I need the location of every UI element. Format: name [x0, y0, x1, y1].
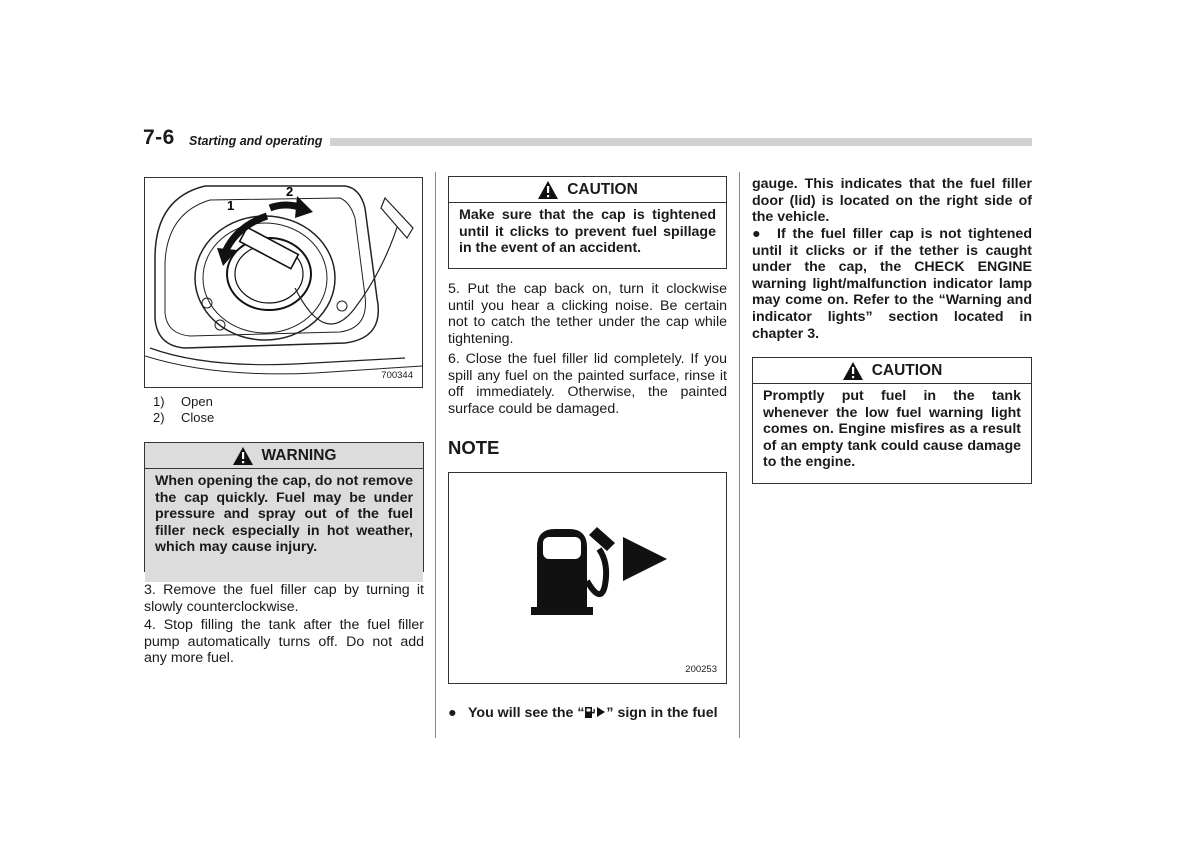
fuel-pump-icon [449, 473, 726, 683]
fuel-cap-illustration [145, 178, 422, 387]
warning-text: When opening the cap, do not remove the cap quickly. Fuel may be under pressure and spray out of the fuel filler neck especially in hot weather, which may cause injury. [145, 469, 423, 582]
caution-header [449, 177, 726, 203]
note-bullet: ● You will see the “ ” sign in the fuel [448, 705, 718, 721]
caution-text: Promptly put fuel in the tank whenever the low fuel warning light comes on. Engine misfires as a result of an empty tank could cause damage to the engine. [763, 388, 1021, 471]
fuel-cap-figure [144, 177, 423, 388]
tether-note: ● If the fuel filler cap is not tightened until it clicks or if the tether is caught under the cap, the CHECK ENGINE warning light/malfunction indicator lamp may come on. Refer to the “Warning and indicator lights” section located in chapter 3. [752, 226, 1032, 342]
fuel-indicator-figure [448, 472, 727, 684]
callout-2: 2 [286, 184, 294, 199]
fuel-pump-icon [584, 705, 596, 719]
arrow-right-icon [596, 706, 606, 718]
column-divider [435, 172, 436, 738]
bullet-mark: ● [752, 226, 764, 242]
step-5: 5. Put the cap back on, turn it clockwise until you hear a clicking noise. Be certain not to catch the tether under the cap while tightening. [448, 281, 727, 347]
callout-1: 1 [227, 198, 235, 213]
warning-triangle-icon [232, 446, 254, 466]
warning-box [144, 442, 424, 572]
step-6: 6. Close the fuel filler lid completely. If you spill any fuel on the painted surface, rinse it off immediately. Otherwise, the painted surface could be damaged. [448, 351, 727, 417]
warning-header [145, 443, 423, 469]
bullet-mark: ● [448, 705, 457, 721]
gauge-text: gauge. This indicates that the fuel filler door (lid) is located on the right side of the vehicle. [752, 176, 1032, 226]
step-4: 4. Stop filling the tank after the fuel filler pump automatically turns off. Do not add any more fuel. [144, 617, 424, 667]
page-number: 7-6 [143, 126, 175, 149]
caution-box [752, 357, 1032, 484]
figure-captions [153, 394, 214, 426]
note-title: NOTE [448, 437, 500, 458]
caution-title: CAUTION [567, 180, 638, 198]
step-3: 3. Remove the fuel filler cap by turning it slowly counterclockwise. [144, 582, 424, 615]
caption-item: 1) Open [153, 394, 213, 409]
column-divider [739, 172, 740, 738]
figure-code: 200253 [685, 664, 717, 675]
caution-header [753, 358, 1031, 384]
caution-text: Make sure that the cap is tightened until it clicks to prevent fuel spillage in the event of an accident. [459, 207, 716, 257]
figure-code: 700344 [381, 370, 413, 381]
warning-triangle-icon [842, 361, 864, 381]
warning-triangle-icon [537, 180, 559, 200]
caution-box [448, 176, 727, 269]
header-bar [330, 138, 1032, 146]
section-title: Starting and operating [189, 134, 323, 148]
caption-item: 2) Close [153, 410, 215, 425]
caution-title: CAUTION [871, 361, 943, 379]
warning-title: WARNING [261, 446, 337, 464]
